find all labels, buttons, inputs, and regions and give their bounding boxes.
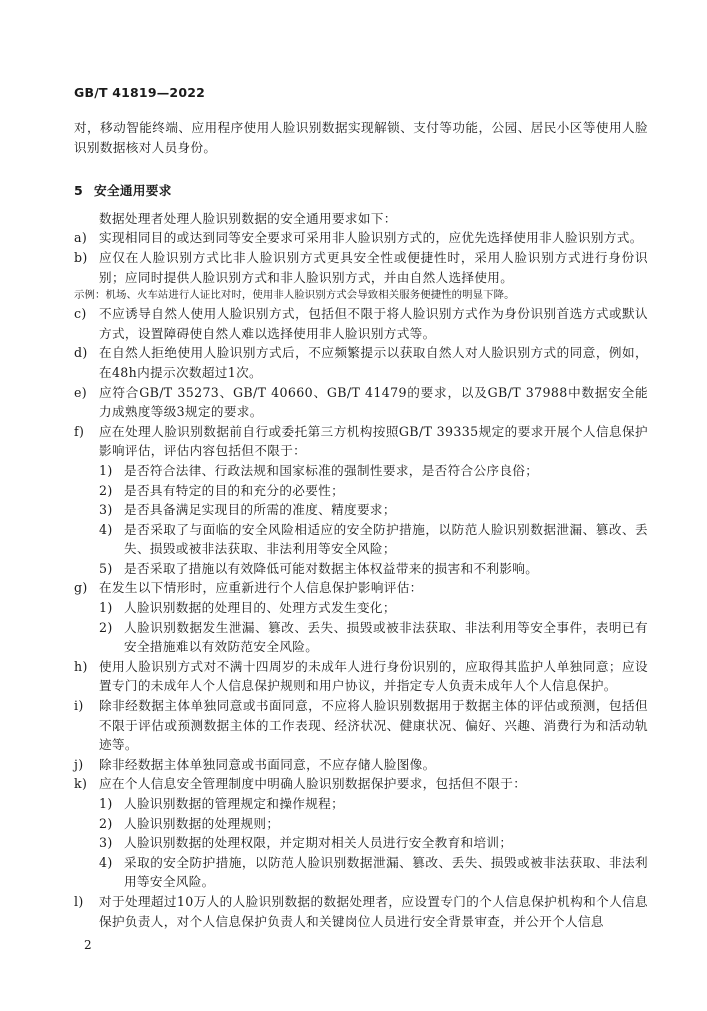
item-text: 应在个人信息安全管理制度中明确人脸识别数据保护要求，包括但不限于：	[99, 776, 527, 792]
sub-item-label: 2)	[99, 482, 113, 498]
list-item-k	[74, 774, 648, 794]
item-label: g)	[74, 580, 88, 596]
list-item-j	[74, 755, 648, 775]
section-heading	[74, 181, 648, 201]
sub-item-label: 5)	[99, 560, 113, 576]
list-item-e	[74, 383, 648, 422]
sub-item-k4	[74, 853, 648, 892]
list-item-c	[74, 304, 648, 343]
sub-item-label: 3)	[99, 835, 113, 851]
sub-item-k1	[74, 794, 648, 814]
list-item-d	[74, 343, 648, 382]
sub-item-text: 是否符合法律、行政法规和国家标准的强制性要求，是否符合公序良俗；	[124, 462, 539, 478]
item-text: 应符合GB/T 35273、GB/T 40660、GB/T 41479的要求，以及GB/T 37988中数据安全能力成熟度等级3规定的要求。	[99, 384, 648, 420]
sub-item-g2	[74, 618, 648, 657]
document-body	[74, 118, 648, 931]
item-label: d)	[74, 345, 88, 361]
item-label: l)	[74, 893, 84, 909]
sub-item-f4	[74, 520, 648, 559]
item-text: 除非经数据主体单独同意或书面同意，不应存储人脸图像。	[99, 756, 436, 772]
sub-item-text: 人脸识别数据的处理权限，并定期对相关人员进行安全教育和培训；	[124, 835, 513, 851]
item-text: 在自然人拒绝使用人脸识别方式后，不应频繁提示以获取自然人对人脸识别方式的同意，例如，在48h内提示次数超过1次。	[99, 345, 648, 380]
sub-item-f5	[74, 559, 648, 579]
sub-item-text: 是否采取了与面临的安全风险相适应的安全防护措施，以防范人脸识别数据泄漏、篡改、丢失、损毁或被非法获取、非法利用等安全风险；	[124, 521, 648, 557]
standard-code-header: GB/T 41819—2022	[74, 85, 206, 100]
sub-item-text: 采取的安全防护措施，以防范人脸识别数据泄漏、篡改、丢失、损毁或被非法获取、非法利用等安全风险。	[124, 854, 648, 890]
page-number: 2	[84, 938, 92, 952]
sub-item-f3	[74, 500, 648, 520]
sub-item-label: 1)	[99, 796, 113, 811]
sub-item-text: 人脸识别数据的处理目的、处理方式发生变化；	[124, 600, 396, 616]
section-intro: 数据处理者处理人脸识别数据的安全通用要求如下：	[99, 210, 397, 226]
sub-item-f2	[74, 481, 648, 501]
sub-item-k3	[74, 833, 648, 853]
list-item-h	[74, 657, 648, 696]
list-item-l	[74, 892, 648, 931]
continuation-paragraph: 对，移动智能终端、应用程序使用人脸识别数据实现解锁、支付等功能，公园、居民小区等使用人脸识别数据核对人员身份。	[74, 120, 648, 155]
example-label: 示例：	[74, 289, 106, 302]
sub-item-label: 1)	[99, 600, 113, 616]
sub-item-text: 是否采取了措施以有效降低可能对数据主体权益带来的损害和不利影响。	[124, 560, 539, 576]
sub-item-label: 1)	[99, 462, 113, 478]
item-text: 实现相同目的或达到同等安全要求可采用非人脸识别方式的，应优先选择使用非人脸识别方式。	[99, 230, 643, 246]
sub-item-text: 人脸识别数据的处理规则；	[124, 815, 280, 831]
example-text: 机场、火车站进行人证比对时，使用非人脸识别方式会导致相关服务便捷性的明显下降。	[105, 289, 515, 302]
sub-item-f1	[74, 461, 648, 481]
example-note	[74, 287, 648, 304]
sub-item-g1	[74, 598, 648, 618]
section-number: 5	[74, 183, 84, 199]
item-text: 使用人脸识别方式对不满十四周岁的未成年人进行身份识别的，应取得其监护人单独同意；应设置专门的未成年人个人信息保护规则和用户协议，并指定专人负责未成年人个人信息保护。	[99, 658, 648, 694]
item-label: i)	[74, 698, 84, 714]
item-label: k)	[74, 776, 88, 792]
item-text: 不应诱导自然人使用人脸识别方式，包括但不限于将人脸识别方式作为身份识别首选方式或默认方式，设置障碍使自然人难以选择使用非人脸识别方式等。	[99, 306, 648, 341]
item-label: f)	[74, 423, 85, 439]
sub-item-label: 4)	[99, 521, 113, 537]
list-item-b	[74, 248, 648, 287]
item-text: 对于处理超过10万人的人脸识别数据的数据处理者，应设置专门的个人信息保护机构和个人信息保护负责人，对个人信息保护负责人和关键岗位人员进行安全背景审查，并公开个人信息	[99, 893, 648, 929]
item-label: e)	[74, 384, 88, 400]
sub-item-label: 3)	[99, 502, 113, 518]
sub-item-label: 2)	[99, 815, 113, 831]
item-label: h)	[74, 658, 88, 674]
sub-item-label: 4)	[99, 854, 113, 870]
item-label: b)	[74, 249, 88, 265]
item-label: a)	[74, 230, 88, 246]
list-item-f	[74, 422, 648, 461]
item-text: 应在处理人脸识别数据前自行或委托第三方机构按照GB/T 39335规定的要求开展个人信息保护影响评估，评估内容包括但不限于：	[99, 423, 648, 459]
item-text: 在发生以下情形时，应重新进行个人信息保护影响评估：	[99, 580, 423, 596]
list-item-i	[74, 696, 648, 755]
sub-item-text: 人脸识别数据的管理规定和操作规程；	[124, 796, 345, 811]
item-label: j)	[74, 756, 84, 772]
list-item-g	[74, 578, 648, 598]
sub-item-text: 是否具有特定的目的和充分的必要性；	[124, 482, 345, 498]
sub-item-text: 人脸识别数据发生泄漏、篡改、丢失、损毁或被非法获取、非法利用等安全事件，表明已有安全措施难以有效防范安全风险。	[124, 619, 648, 655]
section-title: 安全通用要求	[94, 183, 172, 199]
list-item-a	[74, 228, 648, 248]
sub-item-k2	[74, 814, 648, 834]
item-text: 除非经数据主体单独同意或书面同意，不应将人脸识别数据用于数据主体的评估或预测，包括但不限于评估或预测数据主体的工作表现、经济状况、健康状况、偏好、兴趣、消费行为和活动轨迹等。	[99, 698, 648, 753]
sub-item-text: 是否具备满足实现目的所需的准度、精度要求；	[124, 502, 396, 518]
item-label: c)	[74, 306, 87, 322]
sub-item-label: 2)	[99, 619, 113, 635]
item-text: 应仅在人脸识别方式比非人脸识别方式更具安全性或便捷性时，采用人脸识别方式进行身份识别；应同时提供人脸识别方式和非人脸识别方式，并由自然人选择使用。	[99, 249, 648, 285]
